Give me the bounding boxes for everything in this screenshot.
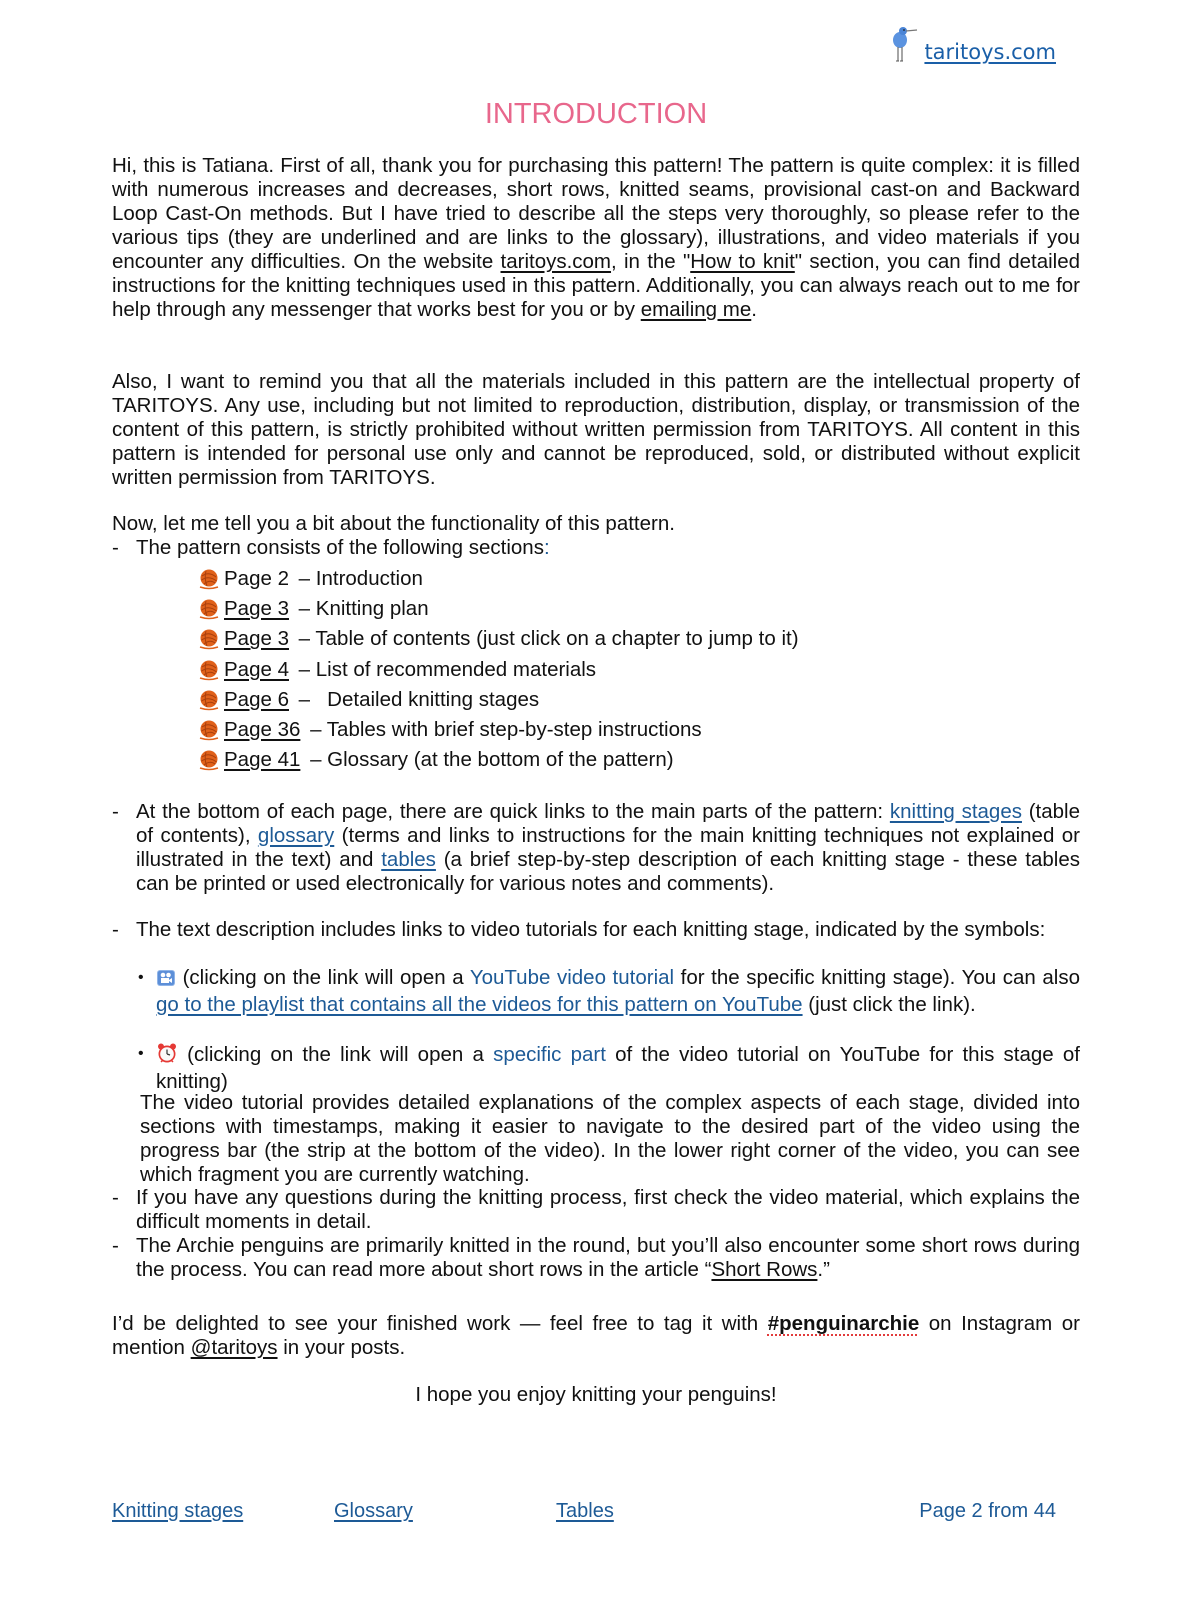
sections-intro-label: The pattern consists of the following sections xyxy=(136,536,544,559)
text-span: (clicking on the link will open a xyxy=(176,966,470,989)
dash-bullet: - xyxy=(112,536,119,559)
text-span: of the video tutorial on YouTube for this stage of knitting) xyxy=(156,1043,1080,1093)
section-desc: – Detailed knitting stages xyxy=(292,687,540,711)
questions-text: If you have any questions during the knitting process, first check the video material, which explains the difficult moments in detail. xyxy=(136,1186,1080,1233)
video-symbol-text xyxy=(156,966,1080,1017)
youtube-tutorial-link[interactable]: YouTube video tutorial xyxy=(469,966,675,989)
section-page-link[interactable]: Page 6 xyxy=(224,687,289,711)
section-item xyxy=(198,715,799,745)
footer-tables-link[interactable]: Tables xyxy=(556,1500,614,1522)
page-title: INTRODUCTION xyxy=(484,98,708,130)
short-rows-link[interactable]: Short Rows xyxy=(711,1258,818,1281)
bullet-dot: • xyxy=(138,1045,144,1062)
yarn-ball-icon xyxy=(198,689,220,711)
section-item xyxy=(198,655,799,685)
movie-camera-icon xyxy=(156,969,176,993)
taritoys-link[interactable]: taritoys.com xyxy=(500,250,612,273)
section-desc: – Tables with brief step-by-step instructions xyxy=(304,718,702,742)
closing-wish: I hope you enjoy knitting your penguins! xyxy=(415,1383,777,1406)
section-desc: – Knitting plan xyxy=(292,597,429,621)
colon: : xyxy=(543,536,550,559)
text-span: (terms and links to instructions for the main knitting techniques not explained or illustrated in the text) and xyxy=(136,824,1080,871)
yarn-ball-icon xyxy=(198,598,220,620)
section-page: Page 2 xyxy=(224,567,289,591)
text-span: on Instagram or mention xyxy=(112,1312,1080,1359)
section-page-link[interactable]: Page 3 xyxy=(224,597,289,621)
text-span: (table of contents), xyxy=(136,800,1080,847)
page-indicator: Page 2 from 44 xyxy=(919,1500,1056,1522)
instagram-handle-link[interactable]: @taritoys xyxy=(190,1336,278,1359)
intro-text: , in the " xyxy=(611,250,691,273)
email-link[interactable]: emailing me xyxy=(640,298,752,321)
section-item xyxy=(198,564,799,594)
quick-links-text xyxy=(136,800,1080,896)
bird-logo-icon xyxy=(888,24,918,64)
dash-bullet: - xyxy=(112,1234,119,1257)
section-page-link[interactable]: Page 4 xyxy=(224,657,289,681)
specific-part-link[interactable]: specific part xyxy=(493,1043,606,1066)
intro-text: " section, you can find detailed instructions for the knitting techniques used in this pattern. Additionally, you can always reach out to me for help through any messenger that works best for you or by xyxy=(112,250,1081,321)
text-span: .” xyxy=(817,1258,830,1281)
alarm-clock-icon xyxy=(156,1042,178,1070)
copyright-paragraph: Also, I want to remind you that all the materials included in this pattern are the intellectual property of TARITOYS. Any use, including but not limited to reproduction, distribution, display, or transmission of the content of this pattern, is strictly prohibited without written permission from TARITOYS. All content in this pattern is intended for personal use only and cannot be reproduced, sold, or distributed without explicit written permission from TARITOYS. xyxy=(112,370,1080,489)
yarn-ball-icon xyxy=(198,719,220,741)
section-item xyxy=(198,685,799,715)
dash-bullet: - xyxy=(112,800,119,823)
how-to-knit-link[interactable]: How to knit xyxy=(690,250,795,273)
text-span: (just click the link). xyxy=(802,993,976,1016)
sections-list xyxy=(198,564,799,775)
knitting-stages-link[interactable]: knitting stages xyxy=(889,800,1022,823)
yarn-ball-icon xyxy=(198,749,220,771)
section-page-link[interactable]: Page 3 xyxy=(224,627,289,651)
text-span: I’d be delighted to see your finished work — feel free to tag it with xyxy=(112,1312,768,1335)
section-item xyxy=(198,745,799,775)
text-span: in your posts. xyxy=(277,1336,406,1359)
section-desc: – List of recommended materials xyxy=(292,657,597,681)
section-page-link[interactable]: Page 41 xyxy=(224,748,301,772)
video-tutorials-text: The text description includes links to video tutorials for each knitting stage, indicated by the symbols: xyxy=(136,918,1046,941)
hashtag: #penguinarchie xyxy=(767,1312,920,1335)
sections-intro-text xyxy=(136,536,1080,560)
tables-link[interactable]: tables xyxy=(381,848,436,871)
text-span: for the specific knitting stage). You can also xyxy=(674,966,1080,989)
dash-bullet: - xyxy=(112,918,119,941)
section-page-link[interactable]: Page 36 xyxy=(224,718,301,742)
glossary-link[interactable]: glossary xyxy=(257,824,335,847)
section-desc: – Table of contents (just click on a chapter to jump to it) xyxy=(292,627,799,651)
section-desc: – Introduction xyxy=(292,567,423,591)
functionality-intro: Now, let me tell you a bit about the functionality of this pattern. xyxy=(112,512,675,535)
yarn-ball-icon xyxy=(198,628,220,650)
site-link[interactable]: taritoys.com xyxy=(924,40,1056,64)
bullet-dot: • xyxy=(138,969,144,986)
text-span: (a brief step-by-step description of each knitting stage - these tables can be printed or used electronically for various notes and comments). xyxy=(136,848,1080,895)
text-span: The Archie penguins are primarily knitted in the round, but you’ll also encounter some short rows during the process. You can read more about short rows in the article “ xyxy=(136,1234,1080,1281)
yarn-ball-icon xyxy=(198,568,220,590)
section-item xyxy=(198,624,799,654)
closing-paragraph xyxy=(112,1312,1080,1360)
text-span: (clicking on the link will open a xyxy=(178,1043,494,1066)
brand-header xyxy=(888,24,1056,64)
short-rows-text xyxy=(136,1234,1080,1282)
section-item xyxy=(198,594,799,624)
intro-paragraph xyxy=(112,154,1080,322)
timestamp-symbol-text xyxy=(156,1042,1080,1094)
text-span: At the bottom of each page, there are quick links to the main parts of the pattern: xyxy=(136,800,890,823)
footer-glossary-link[interactable]: Glossary xyxy=(334,1500,413,1522)
footer-knitting-stages-link[interactable]: Knitting stages xyxy=(112,1500,244,1522)
section-desc: – Glossary (at the bottom of the pattern) xyxy=(304,748,674,772)
dash-bullet: - xyxy=(112,1186,119,1209)
youtube-playlist-link[interactable]: go to the playlist that contains all the videos for this pattern on YouTube xyxy=(156,993,803,1016)
intro-text: Hi, this is Tatiana. First of all, thank you for purchasing this pattern! The pattern is quite complex: it is filled with numerous increases and decreases, short rows, knitted seams, provisional cast-on and Backward Loop Cast-On methods. But I have tried to describe all the steps very thoroughly, so please refer to the various tips (they are underlined and are links to the glossary), illustrations, and video materials if you encounter any difficulties. On the website xyxy=(112,154,1080,273)
video-explanation: The video tutorial provides detailed explanations of the complex aspects of each stage, divided into sections with timestamps, making it easier to navigate to the desired part of the video using the progress bar (the strip at the bottom of the video). In the lower right corner of the video, you can see which fragment you are currently watching. xyxy=(140,1091,1080,1186)
intro-text: . xyxy=(751,298,757,321)
yarn-ball-icon xyxy=(198,659,220,681)
